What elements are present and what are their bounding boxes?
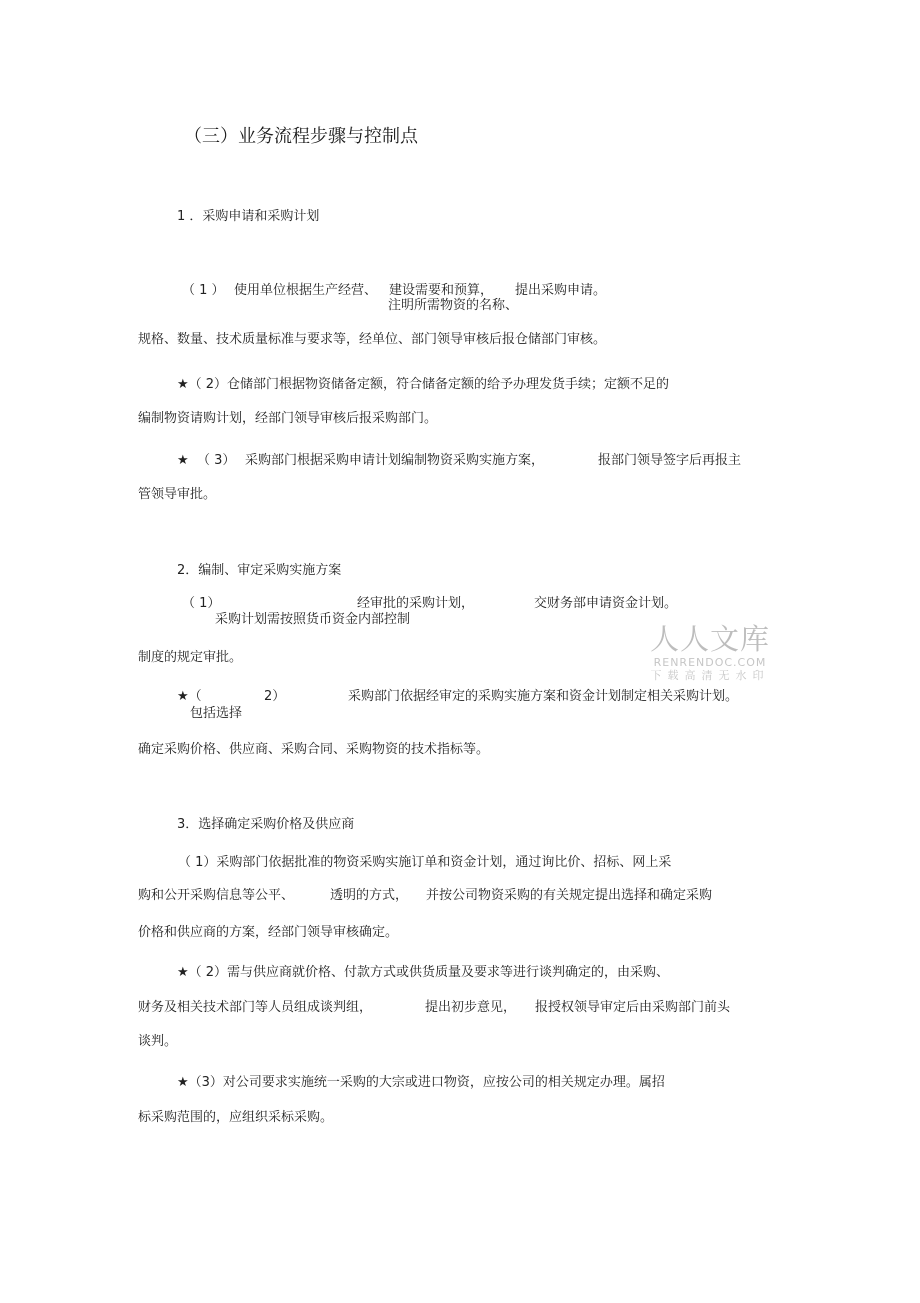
s3-p1-text-b: 购和公开采购信息等公平、 <box>138 888 295 903</box>
s3-p1-text-e: 价格和供应商的方案，经部门领导审核确定。 <box>138 925 399 940</box>
s3-p1-text-c: 透明的方式， <box>330 888 409 903</box>
s1-p1-num: （ 1 ） <box>182 283 225 298</box>
section-title: （三）业务流程步骤与控制点 <box>184 126 418 147</box>
s3-p3-line-2: 标采购范围的，应组织采标采购。 <box>138 1110 334 1125</box>
heading-3: 3．选择确定采购价格及供应商 <box>177 817 355 832</box>
s2-p1-text-b: 交财务部申请资金计划。 <box>534 596 678 611</box>
heading-2: 2．编制、审定采购实施方案 <box>177 563 342 578</box>
s1-p1-text-b: 建设需要和预算， <box>389 283 494 298</box>
s2-p2-text-a: 采购部门依据经审定的采购实施方案和资金计划制定相关采购计划。 <box>348 689 739 704</box>
watermark-slogan: 下载高清无水印 <box>650 669 770 682</box>
watermark-logo: 人人文库 <box>649 622 770 656</box>
watermark <box>647 622 773 682</box>
heading-1: 1 ．采购申请和采购计划 <box>177 209 320 224</box>
s1-p3-star: ★ <box>177 453 189 468</box>
s1-p3-text-c: 管领导审批。 <box>138 487 217 502</box>
s3-p1-text-d: 并按公司物资采购的有关规定提出选择和确定采购 <box>426 888 713 903</box>
s1-p3-text-b: 报部门领导签字后再报主 <box>598 453 742 468</box>
s2-p1-text-c: 采购计划需按照货币资金内部控制 <box>215 612 411 627</box>
s1-p1-text-e: 规格、数量、技术质量标准与要求等，经单位、部门领导审核后报仓储部门审核。 <box>138 332 607 347</box>
s2-p2-text-b: 包括选择 <box>190 706 243 721</box>
s3-p3-line-1: ★（3）对公司要求实施统一采购的大宗或进口物资，应按公司的相关规定办理。属招 <box>177 1075 665 1090</box>
s2-p1-text-a: 经审批的采购计划， <box>357 596 475 611</box>
s1-p2-line-2: 编制物资请购计划，经部门领导审核后报采购部门。 <box>138 411 438 426</box>
s2-p1-num: （ 1） <box>182 596 221 611</box>
s3-p2-text-e: 谈判。 <box>138 1034 178 1049</box>
s3-p2-text-c: 提出初步意见， <box>425 1000 517 1015</box>
s1-p3-num: （ 3） <box>197 453 236 468</box>
s3-p2-text-d: 报授权领导审定后由采购部门前头 <box>535 1000 731 1015</box>
s2-p1-text-d: 制度的规定审批。 <box>138 650 243 665</box>
s1-p3-text-a: 采购部门根据采购申请计划编制物资采购实施方案， <box>245 453 545 468</box>
s3-p2-line-1: ★（ 2）需与供应商就价格、付款方式或供货质量及要求等进行谈判确定的，由采购、 <box>177 965 670 980</box>
s1-p2-line-1: ★（ 2）仓储部门根据物资储备定额，符合储备定额的给予办理发货手续；定额不足的 <box>177 377 670 392</box>
s3-p1-line-1: （ 1）采购部门依据批准的物资采购实施订单和资金计划，通过询比价、招标、网上采 <box>178 855 672 870</box>
s2-p2-text-c: 确定采购价格、供应商、采购合同、采购物资的技术指标等。 <box>138 742 490 757</box>
s2-p2-star: ★（ <box>177 689 202 704</box>
s3-p2-text-b: 财务及相关技术部门等人员组成谈判组， <box>138 1000 373 1015</box>
s1-p1-text-c: 提出采购申请。 <box>515 283 607 298</box>
s1-p1-text-d: 注明所需物资的名称、 <box>388 298 519 313</box>
watermark-site: RENRENDOC.COM <box>653 656 767 669</box>
s2-p2-num: 2） <box>264 689 286 704</box>
s1-p1-text-a: 使用单位根据生产经营、 <box>234 283 378 298</box>
